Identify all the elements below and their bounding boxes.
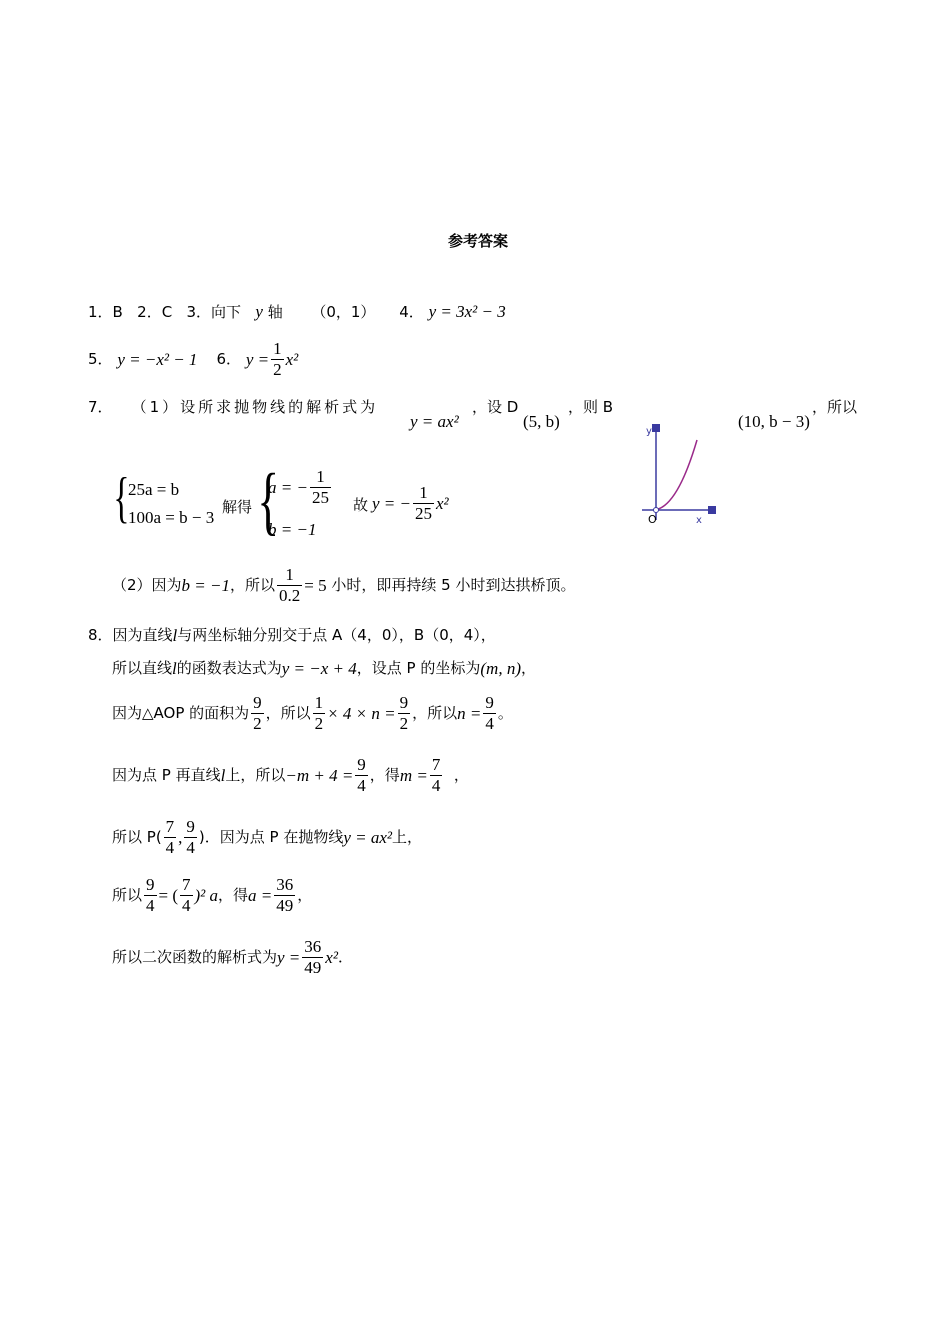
answer-3-axis: 轴	[267, 303, 283, 321]
q8-line4: 因为点 P 再直线 l 上，所以 −m + 4 = $\frac{9}{4}$ ，得 m = $\frac{7}{4}$ ，	[112, 755, 469, 795]
answer-2: 2．C	[137, 303, 173, 321]
q7-part1-text: （1）设所求抛物线的解析式为	[131, 398, 379, 416]
system2-eq-a: a = − $\frac{1}{25}$	[268, 467, 329, 507]
page-title: 参考答案	[448, 232, 509, 250]
answer-line-5-6	[88, 340, 298, 379]
graph-origin-label: O	[648, 513, 657, 526]
origin-dot	[654, 508, 659, 513]
q8-line3: 因为△AOP 的面积为 $\frac{9}{2}$ ，所以 $\frac{1}{2}$ × 4 × n = $\frac{9}{2}$ ，所以 n = $\frac{9}{4}$ 。	[112, 693, 513, 733]
q8-line5: 所以 P( $\frac{7}{4}$ , $\frac{9}{4}$ )．因为点 P 在抛物线 y = ax² 上，	[112, 817, 423, 857]
graph-y-label: y	[646, 426, 652, 437]
answer-1: 1．B	[88, 303, 123, 321]
q7-set-d: ，设 D	[472, 398, 519, 416]
system2-brace: {	[257, 459, 280, 543]
y-axis-arrow	[652, 424, 660, 432]
q7-label: 7．	[88, 398, 113, 416]
answer-3-point: （0，1）	[311, 303, 376, 321]
q7-expr1: y = ax²	[410, 412, 459, 431]
q7-so: ，所以	[812, 398, 858, 416]
answer-4: 4．	[399, 303, 424, 321]
answer-6: 6．	[216, 350, 242, 369]
system1-eq2: 100a = b − 3	[128, 508, 215, 527]
q7-d-coord: (5, b)	[523, 412, 560, 431]
q7-b-coord: (10, b − 3)	[738, 412, 810, 431]
graph-x-label: x	[696, 515, 702, 526]
parabola-graph	[632, 420, 722, 535]
answer-5: 5．	[88, 350, 113, 369]
parabola-curve	[654, 440, 697, 510]
system1-eq1: 25a = b	[128, 480, 180, 499]
q7-then-b: ，则 B	[568, 398, 614, 416]
q7-result: y = − $\frac{1}{25}$ x²	[372, 483, 449, 523]
answer-3-var: y	[255, 302, 263, 321]
q7-part2: （2）因为 b = −1 ，所以 $\frac{1}{0.2}$ = 5 小时，即再持续 5 小时到达拱桥顶。	[112, 565, 576, 605]
q7-therefore: 故	[353, 496, 369, 514]
system1-brace: {	[113, 467, 130, 529]
answer-6-lhs: y =	[245, 350, 270, 370]
q7-solve: 解得	[222, 498, 253, 516]
answer-5-expr: y = −x² − 1	[117, 350, 198, 370]
q7-label-line	[88, 400, 378, 415]
x-axis-arrow	[708, 506, 716, 514]
answer-3: 3．向下	[186, 303, 242, 321]
answer-line-1-4	[88, 303, 506, 320]
q8-line1: 8．因为直线 l 与两坐标轴分别交于点 A（4，0），B（0，4），	[88, 626, 496, 645]
system2-eq-b: b = −1	[268, 520, 317, 539]
q8-line2: 所以直线 l 的函数表达式为 y = −x + 4 ，设点 P 的坐标为 (m, n) ，	[112, 659, 536, 678]
answer-4-expr: y = 3x² − 3	[428, 302, 506, 321]
q8-line7: 所以二次函数的解析式为 y = $\frac{36}{49}$ x² ．	[112, 937, 353, 977]
q8-line6: 所以 $\frac{9}{4}$ = ( $\frac{7}{4}$ )² a ，得 a = $\frac{36}{49}$ ，	[112, 875, 313, 915]
answer-6-tail: x²	[285, 350, 299, 370]
answer-6-fraction: $\frac{1}{2}$	[273, 339, 282, 379]
